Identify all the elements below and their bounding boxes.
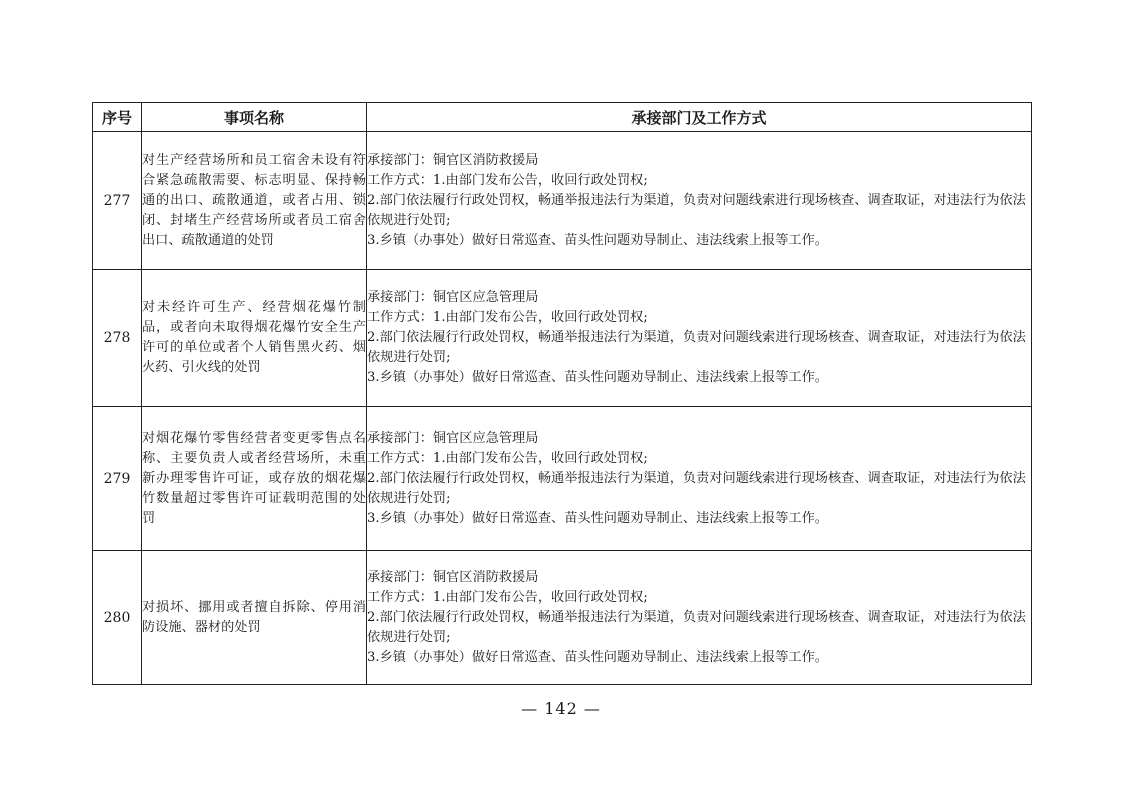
method-item-3: 3.乡镇（办事处）做好日常巡查、苗头性问题劝导制止、违法线索上报等工作。 [367, 510, 828, 526]
row-dept-method [367, 270, 1032, 407]
method-line: 工作方式：1.由部门发布公告，收回行政处罚权; [367, 589, 648, 605]
row-number: 280 [93, 551, 142, 685]
row-dept-method [367, 132, 1032, 270]
dept-line: 承接部门：铜官区消防救援局 [367, 152, 539, 168]
header-dept: 承接部门及工作方式 [367, 103, 1032, 132]
row-name: 对损坏、挪用或者擅自拆除、停用消防设施、器材的处罚 [142, 551, 367, 685]
row-name: 对生产经营场所和员工宿舍未设有符合紧急疏散需要、标志明显、保持畅通的出口、疏散通道，或者占用、锁闭、封堵生产经营场所或者员工宿舍出口、疏散通道的处罚 [142, 132, 367, 270]
method-item-2: 2.部门依法履行行政处罚权，畅通举报违法行为渠道，负责对问题线索进行现场核查、调查取证，对违法行为依法依规进行处罚; [367, 609, 1026, 645]
row-dept-method [367, 551, 1032, 685]
row-name: 对烟花爆竹零售经营者变更零售点名称、主要负责人或者经营场所，未重新办理零售许可证，或存放的烟花爆竹数量超过零售许可证载明范围的处罚 [142, 407, 367, 551]
table-row [93, 132, 1032, 270]
row-number: 277 [93, 132, 142, 270]
method-line: 工作方式：1.由部门发布公告，收回行政处罚权; [367, 310, 648, 325]
row-number: 279 [93, 407, 142, 551]
table-header-row [93, 103, 1032, 132]
dept-line: 承接部门：铜官区应急管理局 [367, 290, 539, 305]
method-item-2: 2.部门依法履行行政处罚权，畅通举报违法行为渠道，负责对问题线索进行现场核查、调查取证，对违法行为依法依规进行处罚; [367, 192, 1026, 228]
header-name: 事项名称 [142, 103, 367, 132]
row-name: 对未经许可生产、经营烟花爆竹制品，或者向未取得烟花爆竹安全生产许可的单位或者个人销售黑火药、烟火药、引火线的处罚 [142, 270, 367, 407]
method-item-2: 2.部门依法履行行政处罚权，畅通举报违法行为渠道，负责对问题线索进行现场核查、调查取证，对违法行为依法依规进行处罚; [367, 470, 1026, 506]
method-line: 工作方式：1.由部门发布公告，收回行政处罚权; [367, 450, 648, 466]
method-item-3: 3.乡镇（办事处）做好日常巡查、苗头性问题劝导制止、违法线索上报等工作。 [367, 370, 828, 385]
row-dept-method [367, 407, 1032, 551]
dept-line: 承接部门：铜官区应急管理局 [367, 430, 539, 446]
row-number: 278 [93, 270, 142, 407]
method-item-3: 3.乡镇（办事处）做好日常巡查、苗头性问题劝导制止、违法线索上报等工作。 [367, 232, 828, 248]
method-line: 工作方式：1.由部门发布公告，收回行政处罚权; [367, 172, 648, 188]
method-item-2: 2.部门依法履行行政处罚权，畅通举报违法行为渠道，负责对问题线索进行现场核查、调查取证，对违法行为依法依规进行处罚; [367, 330, 1026, 365]
table-row [93, 407, 1032, 551]
matters-table [92, 102, 1032, 685]
table-row [93, 551, 1032, 685]
dept-line: 承接部门：铜官区消防救援局 [367, 569, 539, 585]
header-no: 序号 [93, 103, 142, 132]
table-row [93, 270, 1032, 407]
method-item-3: 3.乡镇（办事处）做好日常巡查、苗头性问题劝导制止、违法线索上报等工作。 [367, 649, 828, 665]
page-number: — 142 — [521, 699, 601, 718]
